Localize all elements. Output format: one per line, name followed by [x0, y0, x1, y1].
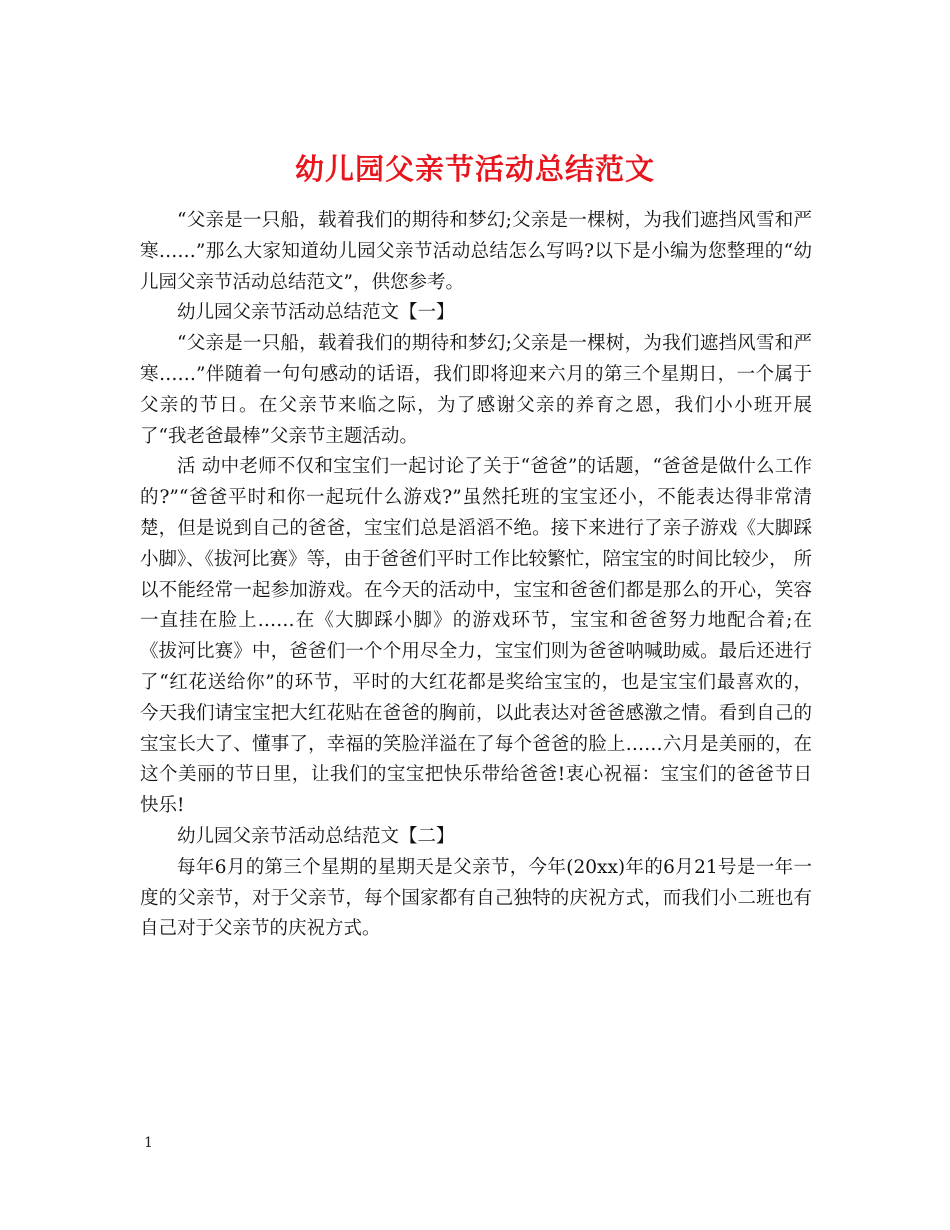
section-heading-one: 幼儿园父亲节活动总结范文【一】 [177, 302, 455, 324]
section-heading-two: 幼儿园父亲节活动总结范文【二】 [177, 825, 455, 847]
document-body [140, 206, 812, 945]
body-paragraph: “父亲是一只船，载着我们的期待和梦幻;父亲是一棵树，为我们遮挡风雪和严寒……”伴随着一句句感动的话语，我们即将迎来六月的第三个星期日，一个属于父亲的节日。在父亲节来临之际，为了感谢父亲的养育之恩，我们小小班开展了“我老爸最棒”父亲节主题活动。 [140, 333, 812, 447]
page-number: 1 [144, 1135, 153, 1151]
body-paragraph: 每年6月的第三个星期的星期天是父亲节，今年(20xx)年的6月21号是一年一度的父亲节，对于父亲节，每个国家都有自己独特的庆祝方式，而我们小二班也有自己对于父亲节的庆祝方式。 [140, 856, 812, 940]
intro-paragraph: “父亲是一只船，载着我们的期待和梦幻;父亲是一棵树，为我们遮挡风雪和严寒……”那么大家知道幼儿园父亲节活动总结怎么写吗?以下是小编为您整理的“幼儿园父亲节活动总结范文”，供您参考。 [140, 210, 812, 293]
document-title: 幼儿园父亲节活动总结范文 [294, 152, 655, 187]
body-paragraph: 活 动中老师不仅和宝宝们一起讨论了关于“爸爸”的话题，“爸爸是做什么工作的?”“爸爸平时和你一起玩什么游戏?”虽然托班的宝宝还小，不能表达得非常清 楚，但是说到自己的爸爸，宝宝们总是滔滔不绝。接下来进行了亲子游戏《大脚踩小脚》、《拔河比赛》等，由于爸爸们平时工作比较繁忙，陪宝宝的时间比较少， 所以不能经常一起参加游戏。在今天的活动中，宝宝和爸爸们都是那么的开心，笑容一直挂在脸上……在《大脚踩小脚》的游戏环节，宝宝和爸爸努力地配合着;在 《拔河比赛》中，爸爸们一个个用尽全力，宝宝们则为爸爸呐喊助威。最后还进行了“红花送给你”的环节，平时的大红花都是奖给宝宝的，也是宝宝们最喜欢的， 今天我们请宝宝把大红花贴在爸爸的胸前，以此表达对爸爸感激之情。看到自己的宝宝长大了、懂事了，幸福的笑脸洋溢在了每个爸爸的脸上……六月是美丽的，在 这个美丽的节日里，让我们的宝宝把快乐带给爸爸!衷心祝福：宝宝们的爸爸节日快乐! [140, 456, 812, 817]
